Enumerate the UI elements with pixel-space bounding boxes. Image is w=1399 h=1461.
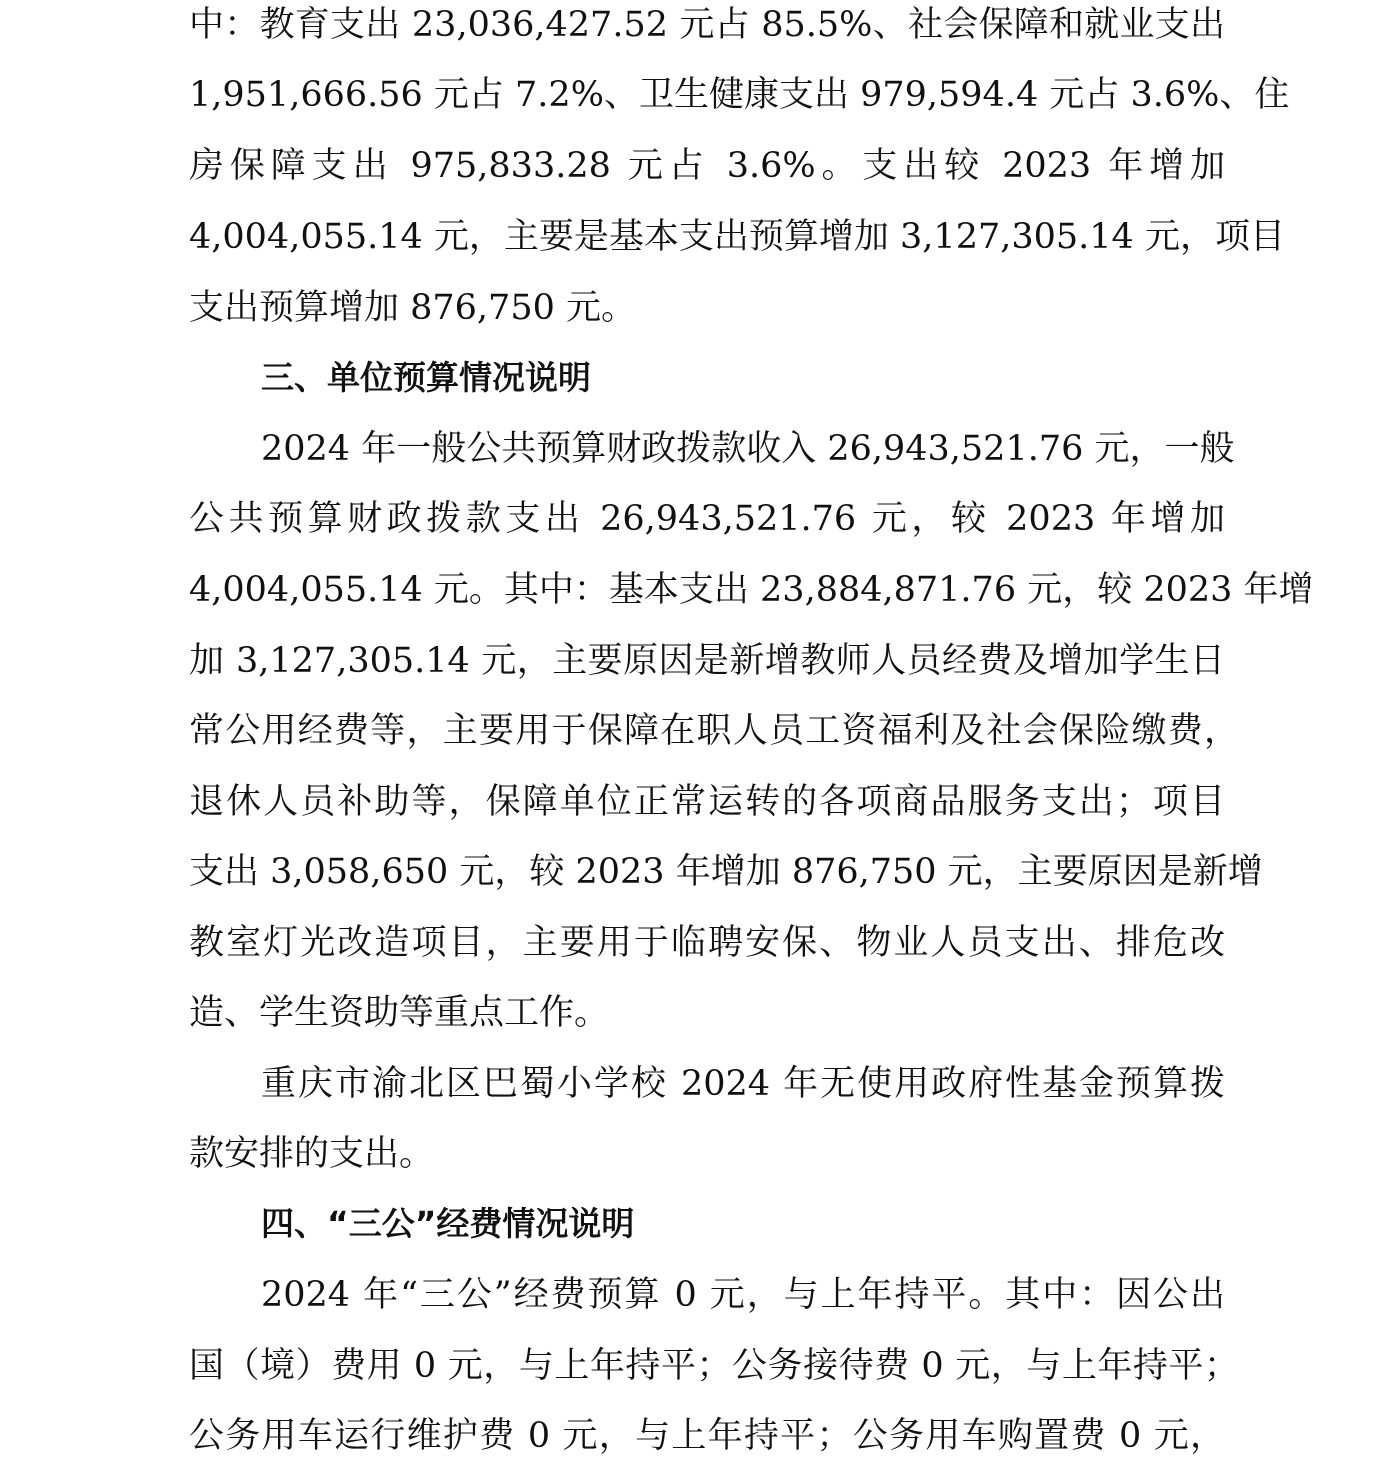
paragraph-line: 1,951,666.56 元占 7.2%、卫生健康支出 979,594.4 元占 3.6%、住 bbox=[189, 75, 1290, 115]
paragraph-line: 公共预算财政拨款支出 26,943,521.76 元，较 2023 年增加 bbox=[189, 499, 1225, 539]
paragraph-line: 支出预算增加 876,750 元。 bbox=[189, 288, 636, 328]
paragraph-line: 常公用经费等，主要用于保障在职人员工资福利及社会保险缴费， bbox=[189, 711, 1239, 751]
paragraph-line: 中：教育支出 23,036,427.52 元占 85.5%、社会保障和就业支出 bbox=[189, 5, 1225, 45]
paragraph-line: 2024 年一般公共预算财政拨款收入 26,943,521.76 元，一般 bbox=[261, 429, 1235, 469]
paragraph-line: 教室灯光改造项目，主要用于临聘安保、物业人员支出、排危改 bbox=[189, 923, 1225, 963]
paragraph-line: 重庆市渝北区巴蜀小学校 2024 年无使用政府性基金预算拨 bbox=[261, 1064, 1225, 1104]
paragraph-line: 房保障支出 975,833.28 元占 3.6%。支出较 2023 年增加 bbox=[189, 146, 1225, 186]
paragraph-line: 4,004,055.14 元，主要是基本支出预算增加 3,127,305.14 元，项目 bbox=[189, 217, 1285, 257]
paragraph-line: 加 3,127,305.14 元，主要原因是新增教师人员经费及增加学生日 bbox=[189, 641, 1225, 681]
paragraph-line: 支出 3,058,650 元，较 2023 年增加 876,750 元，主要原因是新增 bbox=[189, 852, 1263, 892]
section-heading: 四、“三公”经费情况说明 bbox=[261, 1204, 635, 1243]
paragraph-line: 造、学生资助等重点工作。 bbox=[189, 993, 610, 1033]
paragraph-line: 公务用车运行维护费 0 元，与上年持平；公务用车购置费 0 元， bbox=[189, 1416, 1225, 1456]
paragraph-line: 退休人员补助等，保障单位正常运转的各项商品服务支出；项目 bbox=[189, 782, 1225, 822]
paragraph-line: 2024 年“三公”经费预算 0 元，与上年持平。其中：因公出 bbox=[261, 1275, 1225, 1315]
section-heading: 三、单位预算情况说明 bbox=[261, 358, 591, 397]
paragraph-line: 4,004,055.14 元。其中：基本支出 23,884,871.76 元，较 2023 年增 bbox=[189, 570, 1314, 610]
paragraph-line: 国（境）费用 0 元，与上年持平；公务接待费 0 元，与上年持平； bbox=[189, 1346, 1239, 1386]
paragraph-line: 款安排的支出。 bbox=[189, 1134, 435, 1174]
